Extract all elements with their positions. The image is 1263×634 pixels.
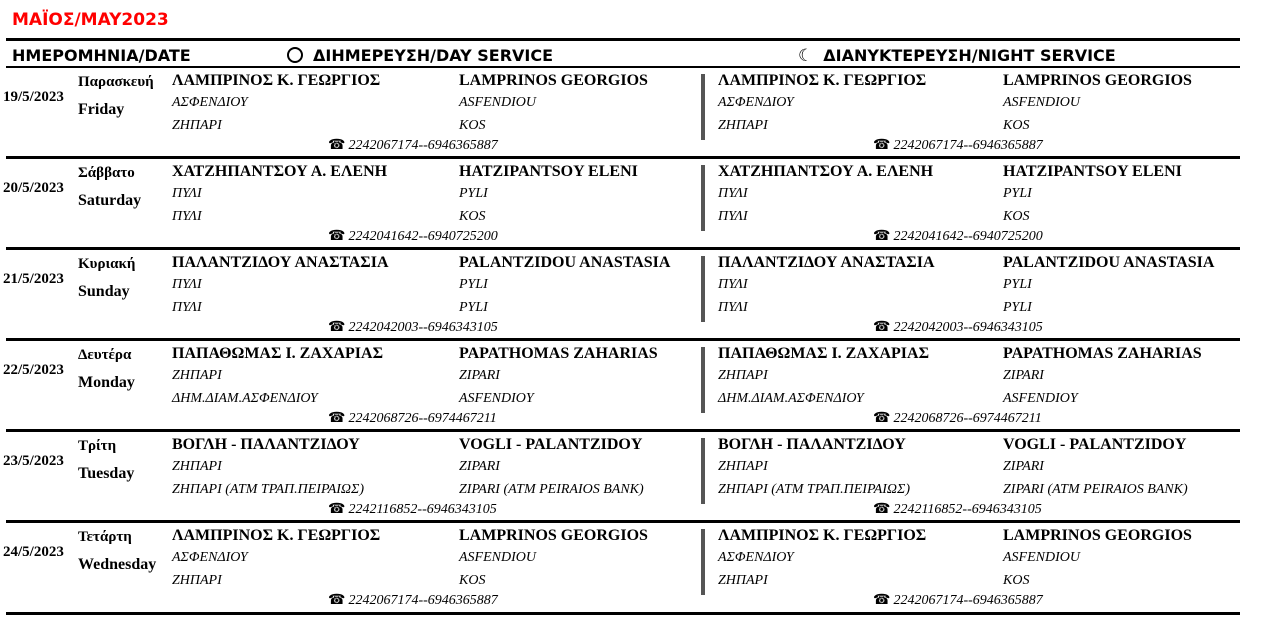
day-phone <box>328 410 497 427</box>
day-phone <box>328 592 498 609</box>
telephone-icon: ☎ <box>873 229 891 244</box>
night-address-line2-english: KOS <box>1003 118 1030 133</box>
night-phone-number: 2242067174--6946365887 <box>893 138 1043 153</box>
day-address-line2-greek: ΠΥΛΙ <box>172 209 202 224</box>
day-address-line2-greek: ΖΗΠΑΡΙ <box>172 573 222 588</box>
day-address-line2-greek: ΖΗΠΑΡΙ <box>172 118 222 133</box>
night-address-line1-english: ZIPARI <box>1003 368 1044 383</box>
date-column-header: ΗΜΕΡΟΜΗΝΙΑ/DATE <box>12 46 191 65</box>
day-address-line2-english: PYLI <box>459 300 488 315</box>
row-day-greek: Παρασκευή <box>78 74 154 90</box>
schedule-row <box>0 525 1263 613</box>
night-phone <box>873 501 1042 518</box>
row-date: 24/5/2023 <box>3 544 64 560</box>
night-phone <box>873 410 1042 427</box>
schedule-row <box>0 161 1263 249</box>
day-pharmacy-name-english: HATZIPANTSOY ELENI <box>459 163 638 180</box>
day-pharmacy-name-greek: ΠΑΛΑΝΤΖΙΔΟΥ ΑΝΑΣΤΑΣΙΑ <box>172 254 389 271</box>
day-phone <box>328 137 498 154</box>
day-address-line2-english: KOS <box>459 118 486 133</box>
day-address-line1-english: PYLI <box>459 277 488 292</box>
telephone-icon: ☎ <box>328 229 346 244</box>
night-address-line2-greek: ΖΗΠΑΡΙ <box>718 573 768 588</box>
day-address-line2-english: KOS <box>459 573 486 588</box>
day-pharmacy-name-english: LAMPRINOS GEORGIOS <box>459 72 648 89</box>
night-address-line1-greek: ΑΣΦΕΝΔΙΟΥ <box>718 95 794 110</box>
header-top-rule <box>6 38 1240 41</box>
night-pharmacy-name-english: LAMPRINOS GEORGIOS <box>1003 527 1192 544</box>
day-pharmacy-name-greek: ΛΑΜΠΡΙΝΟΣ Κ. ΓΕΩΡΓΙΟΣ <box>172 527 381 544</box>
day-pharmacy-name-greek: ΒΟΓΛΗ - ΠΑΛΑΝΤΖΙΔΟΥ <box>172 436 360 453</box>
night-service-header <box>798 46 1116 66</box>
telephone-icon: ☎ <box>328 502 346 517</box>
day-address-line1-greek: ΠΥΛΙ <box>172 277 202 292</box>
night-address-line2-english: ZIPARI (ATM PEIRAIOS BANK) <box>1003 482 1188 497</box>
day-pharmacy-name-english: VOGLI - PALANTZIDOY <box>459 436 643 453</box>
row-day-english: Saturday <box>78 192 142 209</box>
row-day-greek: Δευτέρα <box>78 347 132 363</box>
telephone-icon: ☎ <box>873 138 891 153</box>
row-day-greek: Τρίτη <box>78 438 117 454</box>
schedule-row <box>0 343 1263 431</box>
telephone-icon: ☎ <box>873 502 891 517</box>
night-address-line2-english: KOS <box>1003 209 1030 224</box>
telephone-icon: ☎ <box>873 593 891 608</box>
column-separator <box>701 438 705 504</box>
night-address-line1-greek: ΑΣΦΕΝΔΙΟΥ <box>718 550 794 565</box>
day-address-line2-english: KOS <box>459 209 486 224</box>
row-day-english: Friday <box>78 101 125 118</box>
column-separator <box>701 165 705 231</box>
column-separator <box>701 529 705 595</box>
day-address-line1-english: ZIPARI <box>459 459 500 474</box>
month-title: ΜΑΪΟΣ/MAY2023 <box>12 10 169 30</box>
night-pharmacy-name-greek: ΛΑΜΠΡΙΝΟΣ Κ. ΓΕΩΡΓΙΟΣ <box>718 72 927 89</box>
column-separator <box>701 74 705 140</box>
night-address-line1-greek: ΠΥΛΙ <box>718 277 748 292</box>
row-day-english: Tuesday <box>78 465 135 482</box>
night-address-line1-greek: ΖΗΠΑΡΙ <box>718 368 768 383</box>
day-phone-number: 2242067174--6946365887 <box>348 593 498 608</box>
day-address-line1-greek: ΑΣΦΕΝΔΙΟΥ <box>172 550 248 565</box>
telephone-icon: ☎ <box>873 320 891 335</box>
night-address-line1-english: ASFENDIOU <box>1003 550 1080 565</box>
day-pharmacy-name-english: PALANTZIDOU ANASTASIA <box>459 254 671 271</box>
day-address-line1-greek: ΠΥΛΙ <box>172 186 202 201</box>
night-phone-number: 2242041642--6940725200 <box>893 229 1043 244</box>
row-day-greek: Κυριακή <box>78 256 136 272</box>
crescent-moon-icon: ☾ <box>798 46 814 66</box>
night-pharmacy-name-english: PAPATHOMAS ZAHARIAS <box>1003 345 1202 362</box>
night-address-line2-greek: ΖΗΠΑΡΙ (ΑΤΜ ΤΡΑΠ.ΠΕΙΡΑΙΩΣ) <box>718 482 911 497</box>
telephone-icon: ☎ <box>328 320 346 335</box>
row-bottom-rule <box>6 338 1240 341</box>
row-date: 19/5/2023 <box>3 89 64 105</box>
night-address-line1-greek: ΠΥΛΙ <box>718 186 748 201</box>
day-address-line1-english: PYLI <box>459 186 488 201</box>
night-address-line1-greek: ΖΗΠΑΡΙ <box>718 459 768 474</box>
day-pharmacy-name-greek: ΠΑΠΑΘΩΜΑΣ Ι. ΖΑΧΑΡΙΑΣ <box>172 345 384 362</box>
sun-circle-icon <box>287 47 303 63</box>
day-address-line2-greek: ΔΗΜ.ΔΙΑΜ.ΑΣΦΕΝΔΙΟΥ <box>172 391 318 406</box>
day-phone <box>328 319 498 336</box>
day-pharmacy-name-english: PAPATHOMAS ZAHARIAS <box>459 345 658 362</box>
night-address-line1-english: PYLI <box>1003 277 1032 292</box>
day-phone <box>328 228 498 245</box>
day-phone-number: 2242068726--6974467211 <box>348 411 497 426</box>
night-pharmacy-name-english: PALANTZIDOU ANASTASIA <box>1003 254 1215 271</box>
night-address-line2-english: KOS <box>1003 573 1030 588</box>
night-address-line2-greek: ΖΗΠΑΡΙ <box>718 118 768 133</box>
night-phone <box>873 319 1043 336</box>
day-service-header <box>287 46 553 65</box>
row-date: 23/5/2023 <box>3 453 64 469</box>
night-phone-number: 2242116852--6946343105 <box>893 502 1042 517</box>
row-bottom-rule <box>6 520 1240 523</box>
night-pharmacy-name-greek: ΠΑΛΑΝΤΖΙΔΟΥ ΑΝΑΣΤΑΣΙΑ <box>718 254 935 271</box>
schedule-row <box>0 434 1263 522</box>
row-day-greek: Σάββατο <box>78 165 135 181</box>
night-phone <box>873 228 1043 245</box>
day-address-line2-english: ZIPARI (ATM PEIRAIOS BANK) <box>459 482 644 497</box>
row-bottom-rule <box>6 156 1240 159</box>
day-phone-number: 2242116852--6946343105 <box>348 502 497 517</box>
night-phone-number: 2242067174--6946365887 <box>893 593 1043 608</box>
night-pharmacy-name-greek: ΧΑΤΖΗΠΑΝΤΣΟΥ Α. ΕΛΕΝΗ <box>718 163 934 180</box>
row-bottom-rule <box>6 429 1240 432</box>
day-address-line1-greek: ΖΗΠΑΡΙ <box>172 459 222 474</box>
night-phone-number: 2242042003--6946343105 <box>893 320 1043 335</box>
day-address-line1-greek: ΑΣΦΕΝΔΙΟΥ <box>172 95 248 110</box>
night-pharmacy-name-greek: ΒΟΓΛΗ - ΠΑΛΑΝΤΖΙΔΟΥ <box>718 436 906 453</box>
telephone-icon: ☎ <box>873 411 891 426</box>
night-service-header-label: ΔΙΑΝΥΚΤΕΡΕΥΣΗ/NIGHT SERVICE <box>823 46 1116 65</box>
header-bottom-rule <box>6 66 1240 68</box>
schedule-row <box>0 70 1263 158</box>
night-address-line1-english: PYLI <box>1003 186 1032 201</box>
night-pharmacy-name-greek: ΛΑΜΠΡΙΝΟΣ Κ. ΓΕΩΡΓΙΟΣ <box>718 527 927 544</box>
day-address-line2-greek: ΠΥΛΙ <box>172 300 202 315</box>
day-pharmacy-name-greek: ΛΑΜΠΡΙΝΟΣ Κ. ΓΕΩΡΓΙΟΣ <box>172 72 381 89</box>
day-address-line2-english: ASFENDIOY <box>459 391 534 406</box>
row-day-english: Wednesday <box>78 556 157 573</box>
telephone-icon: ☎ <box>328 138 346 153</box>
night-address-line2-english: PYLI <box>1003 300 1032 315</box>
night-pharmacy-name-english: HATZIPANTSOY ELENI <box>1003 163 1182 180</box>
row-date: 20/5/2023 <box>3 180 64 196</box>
night-address-line2-greek: ΠΥΛΙ <box>718 300 748 315</box>
day-address-line1-english: ZIPARI <box>459 368 500 383</box>
day-address-line2-greek: ΖΗΠΑΡΙ (ΑΤΜ ΤΡΑΠ.ΠΕΙΡΑΙΩΣ) <box>172 482 365 497</box>
row-bottom-rule <box>6 247 1240 250</box>
column-separator <box>701 256 705 322</box>
row-day-greek: Τετάρτη <box>78 529 132 545</box>
night-phone <box>873 592 1043 609</box>
night-address-line2-english: ASFENDIOY <box>1003 391 1078 406</box>
row-date: 21/5/2023 <box>3 271 64 287</box>
night-pharmacy-name-english: VOGLI - PALANTZIDOY <box>1003 436 1187 453</box>
night-pharmacy-name-english: LAMPRINOS GEORGIOS <box>1003 72 1192 89</box>
day-address-line1-english: ASFENDIOU <box>459 550 536 565</box>
night-address-line2-greek: ΔΗΜ.ΔΙΑΜ.ΑΣΦΕΝΔΙΟΥ <box>718 391 864 406</box>
row-date: 22/5/2023 <box>3 362 64 378</box>
column-separator <box>701 347 705 413</box>
day-phone-number: 2242067174--6946365887 <box>348 138 498 153</box>
night-address-line1-english: ZIPARI <box>1003 459 1044 474</box>
row-day-english: Sunday <box>78 283 130 300</box>
night-phone-number: 2242068726--6974467211 <box>893 411 1042 426</box>
day-phone-number: 2242041642--6940725200 <box>348 229 498 244</box>
day-address-line1-greek: ΖΗΠΑΡΙ <box>172 368 222 383</box>
row-bottom-rule <box>6 612 1240 615</box>
day-address-line1-english: ASFENDIOU <box>459 95 536 110</box>
telephone-icon: ☎ <box>328 593 346 608</box>
night-address-line2-greek: ΠΥΛΙ <box>718 209 748 224</box>
day-phone <box>328 501 497 518</box>
row-day-english: Monday <box>78 374 135 391</box>
day-pharmacy-name-english: LAMPRINOS GEORGIOS <box>459 527 648 544</box>
day-service-header-label: ΔΙΗΜΕΡΕΥΣΗ/DAY SERVICE <box>313 46 554 65</box>
night-pharmacy-name-greek: ΠΑΠΑΘΩΜΑΣ Ι. ΖΑΧΑΡΙΑΣ <box>718 345 930 362</box>
day-phone-number: 2242042003--6946343105 <box>348 320 498 335</box>
day-pharmacy-name-greek: ΧΑΤΖΗΠΑΝΤΣΟΥ Α. ΕΛΕΝΗ <box>172 163 388 180</box>
telephone-icon: ☎ <box>328 411 346 426</box>
night-address-line1-english: ASFENDIOU <box>1003 95 1080 110</box>
night-phone <box>873 137 1043 154</box>
schedule-row <box>0 252 1263 340</box>
